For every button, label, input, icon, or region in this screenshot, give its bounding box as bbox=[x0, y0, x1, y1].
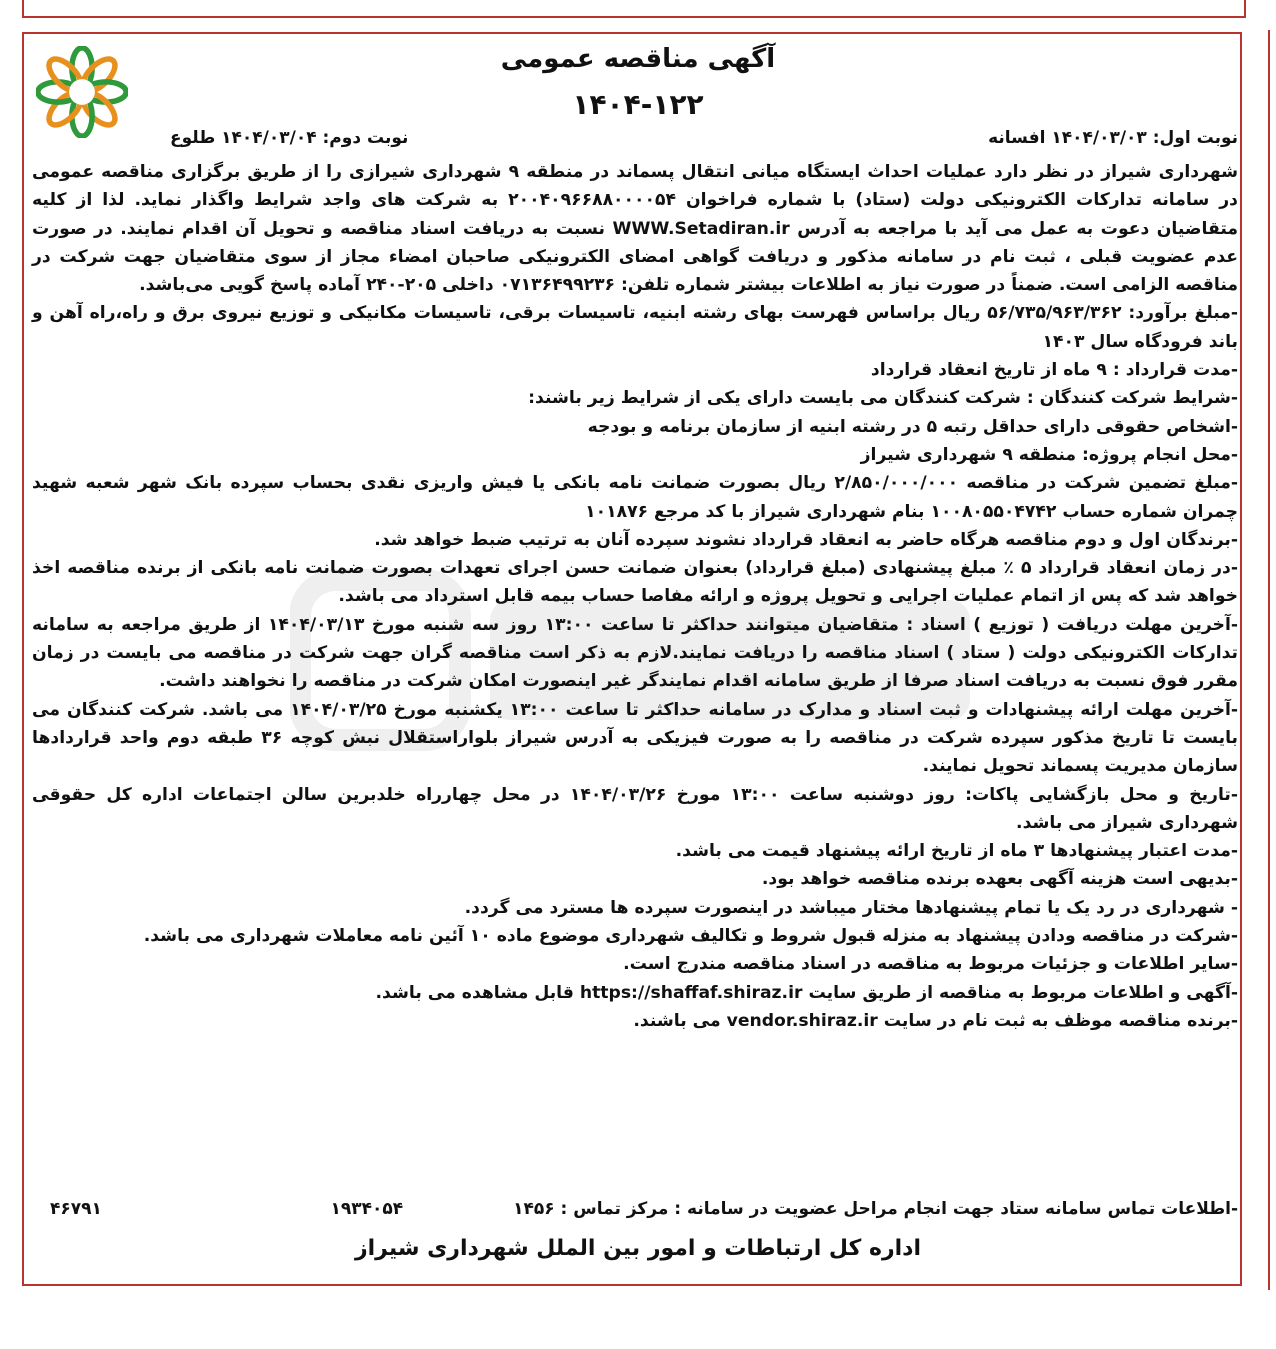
ad-code: ۴۶۷۹۱ bbox=[50, 1199, 102, 1219]
paragraph: -آخرین مهلت دریافت ( توزیع ) اسناد : متقاضیان میتوانند حداکثر تا ساعت ۱۳:۰۰ روز سه شنبه مورخ ۱۴۰۴/۰۳/۱۳ از طریق مراجعه به سامانه تدارکات الکترونیکی دولت ( ستاد ) اسناد مناقصه را دریافت نمایند.لازم به ذکر است مناقصه گران جهت شرکت در مناقصه می بایست در زمان مقرر فوق نسبت به دریافت اسناد صرفا از طریق سامانه اقدام نمایندگر غیر اینصورت امکان شرکت در مناقصه را نخواهند داشت. bbox=[32, 614, 1238, 692]
ad-number: ۱۴۰۴-۱۲۲ bbox=[572, 88, 704, 121]
paragraph: -مدت قرارداد : ۹ ماه از تاریخ انعقاد قرارداد bbox=[870, 360, 1238, 381]
paragraph: - شهرداری در رد یک یا تمام پیشنهادها مختار میباشد در اینصورت سپرده ها مسترد می گردد. bbox=[464, 897, 1238, 918]
ad-body bbox=[32, 158, 1238, 1035]
paragraph: -شرکت در مناقصه ودادن پیشنهاد به منزله قبول شروط و تکالیف شهرداری موضوع ماده ۱۰ آئین نامه معاملات شهرداری می باشد. bbox=[143, 926, 1238, 947]
ad-title: آگهی مناقصه عمومی bbox=[500, 44, 776, 74]
publication-notices bbox=[170, 128, 1238, 156]
ad-code: ۱۹۳۴۰۵۴ bbox=[330, 1199, 404, 1219]
paragraph: -مدت اعتبار پیشنهادها ۳ ماه از تاریخ ارائه پیشنهاد قیمت می باشد. bbox=[675, 841, 1238, 862]
paragraph: -تاریخ و محل بازگشایی پاکات: روز دوشنبه ساعت ۱۳:۰۰ مورخ ۱۴۰۴/۰۳/۲۶ در محل چهارراه خلدبرین سالن اجتماعات اداره کل حقوقی شهرداری شیراز می باشد. bbox=[32, 784, 1238, 833]
paragraph: -برندگان اول و دوم مناقصه هرگاه حاضر به انعقاد قرارداد نشوند سپرده آنان به ترتیب ضبط خواهد شد. bbox=[374, 529, 1238, 550]
paragraph: -محل انجام پروژه: منطقه ۹ شهرداری شیراز bbox=[860, 444, 1238, 465]
contact-footer bbox=[50, 1194, 1238, 1224]
contact-line: -اطلاعات تماس سامانه ستاد جهت انجام مراحل عضویت در سامانه : مرکز تماس : ۱۴۵۶ bbox=[513, 1199, 1238, 1219]
notice-second: نوبت دوم: ۱۴۰۴/۰۳/۰۴ طلوع bbox=[170, 128, 409, 148]
paragraph: -بدیهی است هزینه آگهی بعهده برنده مناقصه خواهد بود. bbox=[761, 869, 1238, 890]
adjacent-ad-frame bbox=[1268, 30, 1276, 1290]
paragraph: -سایر اطلاعات و جزئیات مربوط به مناقصه در اسناد مناقصه مندرج است. bbox=[623, 954, 1238, 975]
paragraph: -برنده مناقصه موظف به ثبت نام در سایت vendor.shiraz.ir می باشند. bbox=[633, 1010, 1238, 1031]
paragraph: -آگهی و اطلاعات مربوط به مناقصه از طریق سایت https://shaffaf.shiraz.ir قابل مشاهده می باشد. bbox=[375, 982, 1238, 1003]
paragraph: -در زمان انعقاد قرارداد ۵ ٪ مبلغ پیشنهادی (مبلغ قرارداد) بعنوان ضمانت حسن اجرای تعهدات بصورت ضمانت نامه بانکی از برنده مناقصه اخذ خواهد شد که پس از اتمام عملیات اجرایی و تحویل پروژه و ارائه مفاصا حساب بیمه قابل استرداد می باشد. bbox=[32, 558, 1238, 607]
notice-first: نوبت اول: ۱۴۰۴/۰۳/۰۳ افسانه bbox=[988, 128, 1238, 148]
paragraph: شهرداری شیراز در نظر دارد عملیات احداث ایستگاه میانی انتقال پسماند در منطقه ۹ شهرداری شیرازی را از طریق برگزاری مناقصه عمومی در سامانه تدارکات الکترونیکی دولت (ستاد) با شماره فراخوان ۲۰۰۴۰۹۶۶۸۸۰۰۰۰۵۴ به شرکت های واجد شرایط واگذار نماید. لذا از کلیه متقاضیان دعوت به عمل می آید با مراجعه به آدرس WWW.Setadiran.ir نسبت به دریافت اسناد مناقصه و تحویل آن اقدام نمایند. در صورت عدم عضویت قبلی ، ثبت نام در سامانه مذکور و دریافت گواهی امضای الکترونیکی صاحبان امضاء مجاز از سوی متقاضیان جهت شرکت در مناقصه الزامی است. ضمناً در صورت نیاز به اطلاعات بیشتر شماره تلفن: ۰۷۱۳۶۴۹۹۲۳۶ داخلی ۲۰۵-۲۴۰ آماده پاسخ گویی می‌باشد. bbox=[32, 162, 1238, 296]
previous-ad-frame bbox=[22, 0, 1246, 18]
paragraph: -اشخاص حقوقی دارای حداقل رتبه ۵ در رشته ابنیه از سازمان برنامه و بودجه bbox=[587, 416, 1238, 437]
issuer-signature: اداره کل ارتباطات و امور بین الملل شهرداری شیراز bbox=[354, 1236, 922, 1261]
paragraph: -مبلغ برآورد: ۵۶/۷۳۵/۹۶۳/۳۶۲ ریال براساس فهرست بهای رشته ابنیه، تاسیسات برقی، تاسیسات مکانیکی و توزیع نیروی برق و راه،راه آهن و باند فرودگاه سال ۱۴۰۳ bbox=[32, 303, 1239, 352]
paragraph: -آخرین مهلت ارائه پیشنهادات و ثبت اسناد و مدارک در سامانه حداکثر تا ساعت ۱۳:۰۰ یکشنبه مورخ ۱۴۰۴/۰۳/۲۵ می باشد. شرکت کنندگان می بایست تا تاریخ مذکور سپرده شرکت در مناقصه را به صورت فیزیکی به آدرس شیراز بلواراستقلال نبش کوچه ۳۶ طبقه دوم واحد قراردادها سازمان مدیریت پسماند تحویل نمایند. bbox=[32, 699, 1239, 777]
paragraph: -مبلغ تضمین شرکت در مناقصه ۲/۸۵۰/۰۰۰/۰۰۰ ریال بصورت ضمانت نامه بانکی یا فیش واریزی نقدی بحساب سپرده بانک شهر شعبه شهید چمران شماره حساب ۱۰۰۸۰۵۵۰۴۷۴۲ بنام شهرداری شیراز با کد مرجع ۱۰۱۸۷۶ bbox=[32, 473, 1238, 522]
paragraph: -شرایط شرکت کنندگان : شرکت کنندگان می بایست دارای یکی از شرایط زیر باشند: bbox=[528, 388, 1238, 409]
